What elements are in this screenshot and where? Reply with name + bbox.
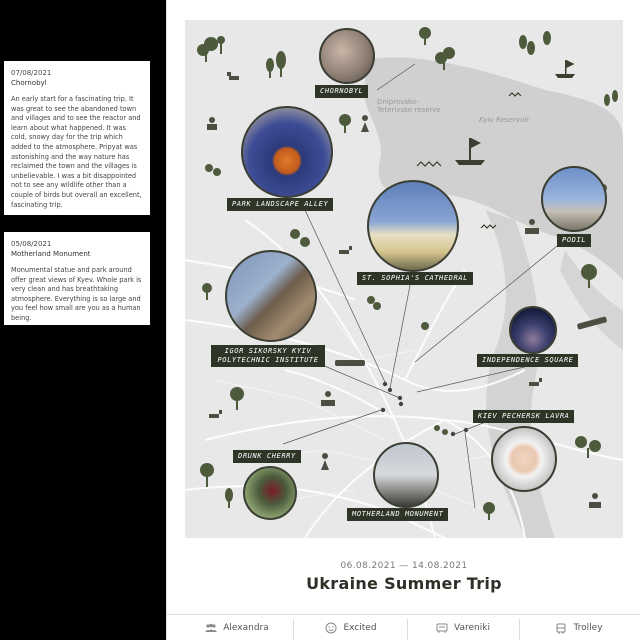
footer-mood[interactable]	[301, 615, 401, 640]
footer-person-label: Alexandra	[223, 623, 269, 633]
label-chornobyl[interactable]: CHORNOBYL	[315, 85, 368, 98]
footer-person[interactable]	[187, 615, 287, 640]
photo-motherland-monument[interactable]	[373, 442, 439, 508]
journal-note-chornobyl[interactable]	[4, 61, 150, 215]
trip-title: Ukraine Summer Trip	[306, 574, 502, 593]
photo-park-landscape-alley[interactable]	[241, 106, 333, 198]
trip-card	[166, 0, 640, 640]
journal-note-motherland[interactable]	[4, 232, 150, 325]
footer-transport[interactable]	[529, 615, 629, 640]
photo-podil[interactable]	[541, 166, 607, 232]
trolley-icon	[555, 622, 567, 634]
photo-kiev-pechersk-lavra[interactable]	[491, 426, 557, 492]
label-kiev-pechersk-lavra[interactable]: KIEV PECHERSK LAVRA	[473, 410, 574, 423]
footer-food-label: Vareniki	[454, 623, 490, 633]
photo-igor-sikorsky[interactable]	[225, 250, 317, 342]
food-icon	[436, 622, 448, 634]
label-drunk-cherry[interactable]: DRUNK CHERRY	[233, 450, 301, 463]
label-st-sophia[interactable]: ST. SOPHIA'S CATHEDRAL	[357, 272, 473, 285]
footer-mood-label: Excited	[343, 623, 377, 633]
trip-footer	[167, 614, 640, 640]
footer-food[interactable]	[413, 615, 513, 640]
photo-drunk-cherry[interactable]	[243, 466, 297, 520]
trip-map[interactable]	[185, 20, 623, 538]
trip-dates: 06.08.2021 — 14.08.2021	[340, 561, 468, 571]
note-text: An early start for a fascinating trip. It was great to see the abandoned town and villages and to see the reactor and learn about what happened. It was cold, snowy day for the trip which added to the atmosphere. Pripyat was astonishing and the way nature has reclaimed the town and the villages is unbelievable. I was a bit disappointed not to see any wildlife other than a couple of birds but overall an excellent, fascinating trip.	[11, 95, 142, 209]
footer-transport-label: Trolley	[573, 623, 603, 633]
label-park-landscape-alley[interactable]: PARK LANDSCAPE ALLEY	[227, 198, 333, 211]
label-motherland-monument[interactable]: MOTHERLAND MONUMENT	[347, 508, 448, 521]
photo-independence-square[interactable]	[509, 306, 557, 354]
photo-chornobyl[interactable]	[319, 28, 375, 84]
reserve-label: Dniprovsko-Teterivske reserve	[377, 98, 441, 114]
label-igor-sikorsky[interactable]: IGOR SIKORSKY KYIV POLYTECHNIC INSTITUTE	[211, 345, 325, 367]
people-icon	[205, 622, 217, 634]
photo-st-sophia[interactable]	[367, 180, 459, 272]
label-podil[interactable]: PODIL	[557, 234, 591, 247]
note-date: 07/08/2021	[11, 69, 52, 77]
note-place: Chornobyl	[11, 79, 47, 87]
note-date: 05/08/2021	[11, 240, 52, 248]
note-text: Monumental statue and park around offer great views of Kyev. Whole park is very clean and has breathtaking atmosphere. Everything is so large and you feel how small are you as a human being.	[11, 266, 142, 322]
note-place: Motherland Monument	[11, 250, 91, 258]
reservoir-label: Kyiv Reservoir	[479, 116, 530, 124]
label-independence-square[interactable]: INDEPENDENCE SQUARE	[477, 354, 578, 367]
smile-icon	[325, 622, 337, 634]
